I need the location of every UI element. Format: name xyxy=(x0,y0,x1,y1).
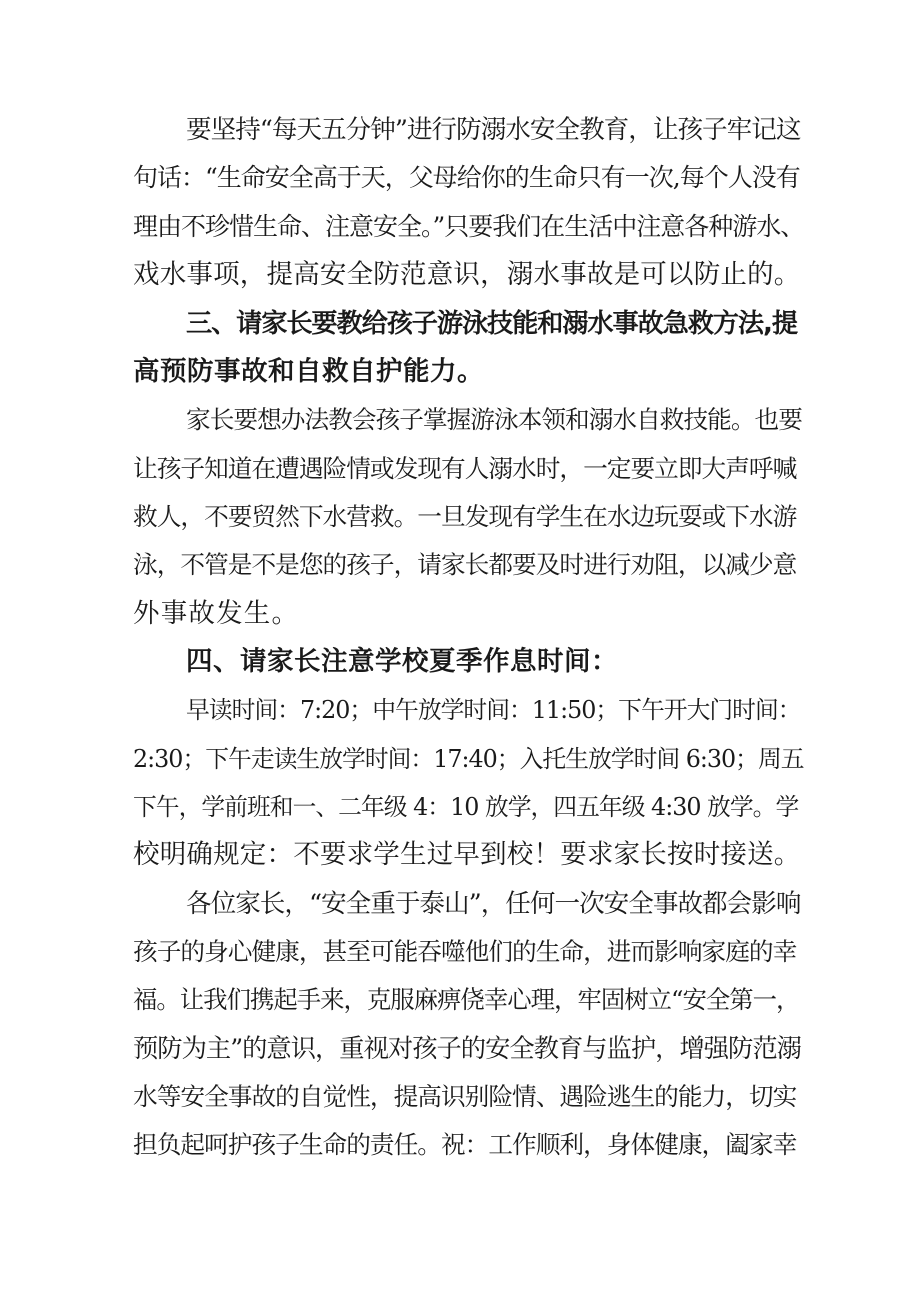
paragraph-3-line-4: 校明确规定：不要求学生过早到校！要求家长按时接送。 xyxy=(133,839,801,870)
paragraph-2-line-3: 救人，不要贸然下水营救。一旦发现有学生在水边玩耍或下水游 xyxy=(133,502,797,531)
paragraph-2-line-4: 泳，不管是不是您的孩子，请家长都要及时进行劝阻，以减少意 xyxy=(133,550,797,579)
paragraph-2-line-2: 让孩子知道在遭遇险情或发现有人溺水时，一定要立即大声呼喊 xyxy=(133,454,797,483)
paragraph-1-line-1: 要坚持“每天五分钟”进行防溺水安全教育，让孩子牢记这 xyxy=(186,115,801,145)
paragraph-4-line-6: 担负起呵护孩子生命的责任。祝：工作顺利，身体健康，阖家幸 xyxy=(133,1130,797,1159)
paragraph-1-line-4: 戏水事项，提高安全防范意识，溺水事故是可以防止的。 xyxy=(133,259,801,290)
paragraph-4-line-3: 福。让我们携起手来，克服麻痹侥幸心理，牢固树立“安全第一， xyxy=(133,985,800,1014)
paragraph-2-line-1: 家长要想办法教会孩子掌握游泳本领和溺水自救技能。也要 xyxy=(186,405,802,434)
paragraph-1-line-3: 理由不珍惜生命、注意安全。”只要我们在生活中注意各种游水、 xyxy=(133,212,805,241)
paragraph-3-line-3: 下午，学前班和一、二年级 4：10 放学，四五年级 4:30 放学。学 xyxy=(133,793,799,821)
paragraph-2-line-5: 外事故发生。 xyxy=(133,598,300,629)
paragraph-4-line-1: 各位家长，“安全重于泰山”，任何一次安全事故都会影响 xyxy=(186,889,801,919)
section-3-heading-line-1: 三、请家长要教给孩子游泳技能和溺水事故急救方法,提 xyxy=(186,309,797,339)
paragraph-3-line-2: 2:30；下午走读生放学时间：17:40；入托生放学时间 6:30；周五 xyxy=(133,745,804,773)
paragraph-4-line-2: 孩子的身心健康，甚至可能吞噬他们的生命，进而影响家庭的幸 xyxy=(133,937,797,966)
paragraph-3-line-1: 早读时间：7:20；中午放学时间：11:50；下午开大门时间： xyxy=(186,696,801,724)
section-3-heading-line-2: 高预防事故和自救自护能力。 xyxy=(133,356,484,387)
paragraph-4-line-4: 预防为主”的意识，重视对孩子的安全教育与监护，增强防范溺 xyxy=(133,1034,801,1063)
paragraph-1-line-2: 句话：“生命安全高于天，父母给你的生命只有一次,每个人没有 xyxy=(133,163,800,192)
section-4-heading: 四、请家长注意学校夏季作息时间： xyxy=(186,646,618,677)
paragraph-4-line-5: 水等安全事故的自觉性，提高识别险情、遇险逃生的能力，切实 xyxy=(133,1082,797,1111)
